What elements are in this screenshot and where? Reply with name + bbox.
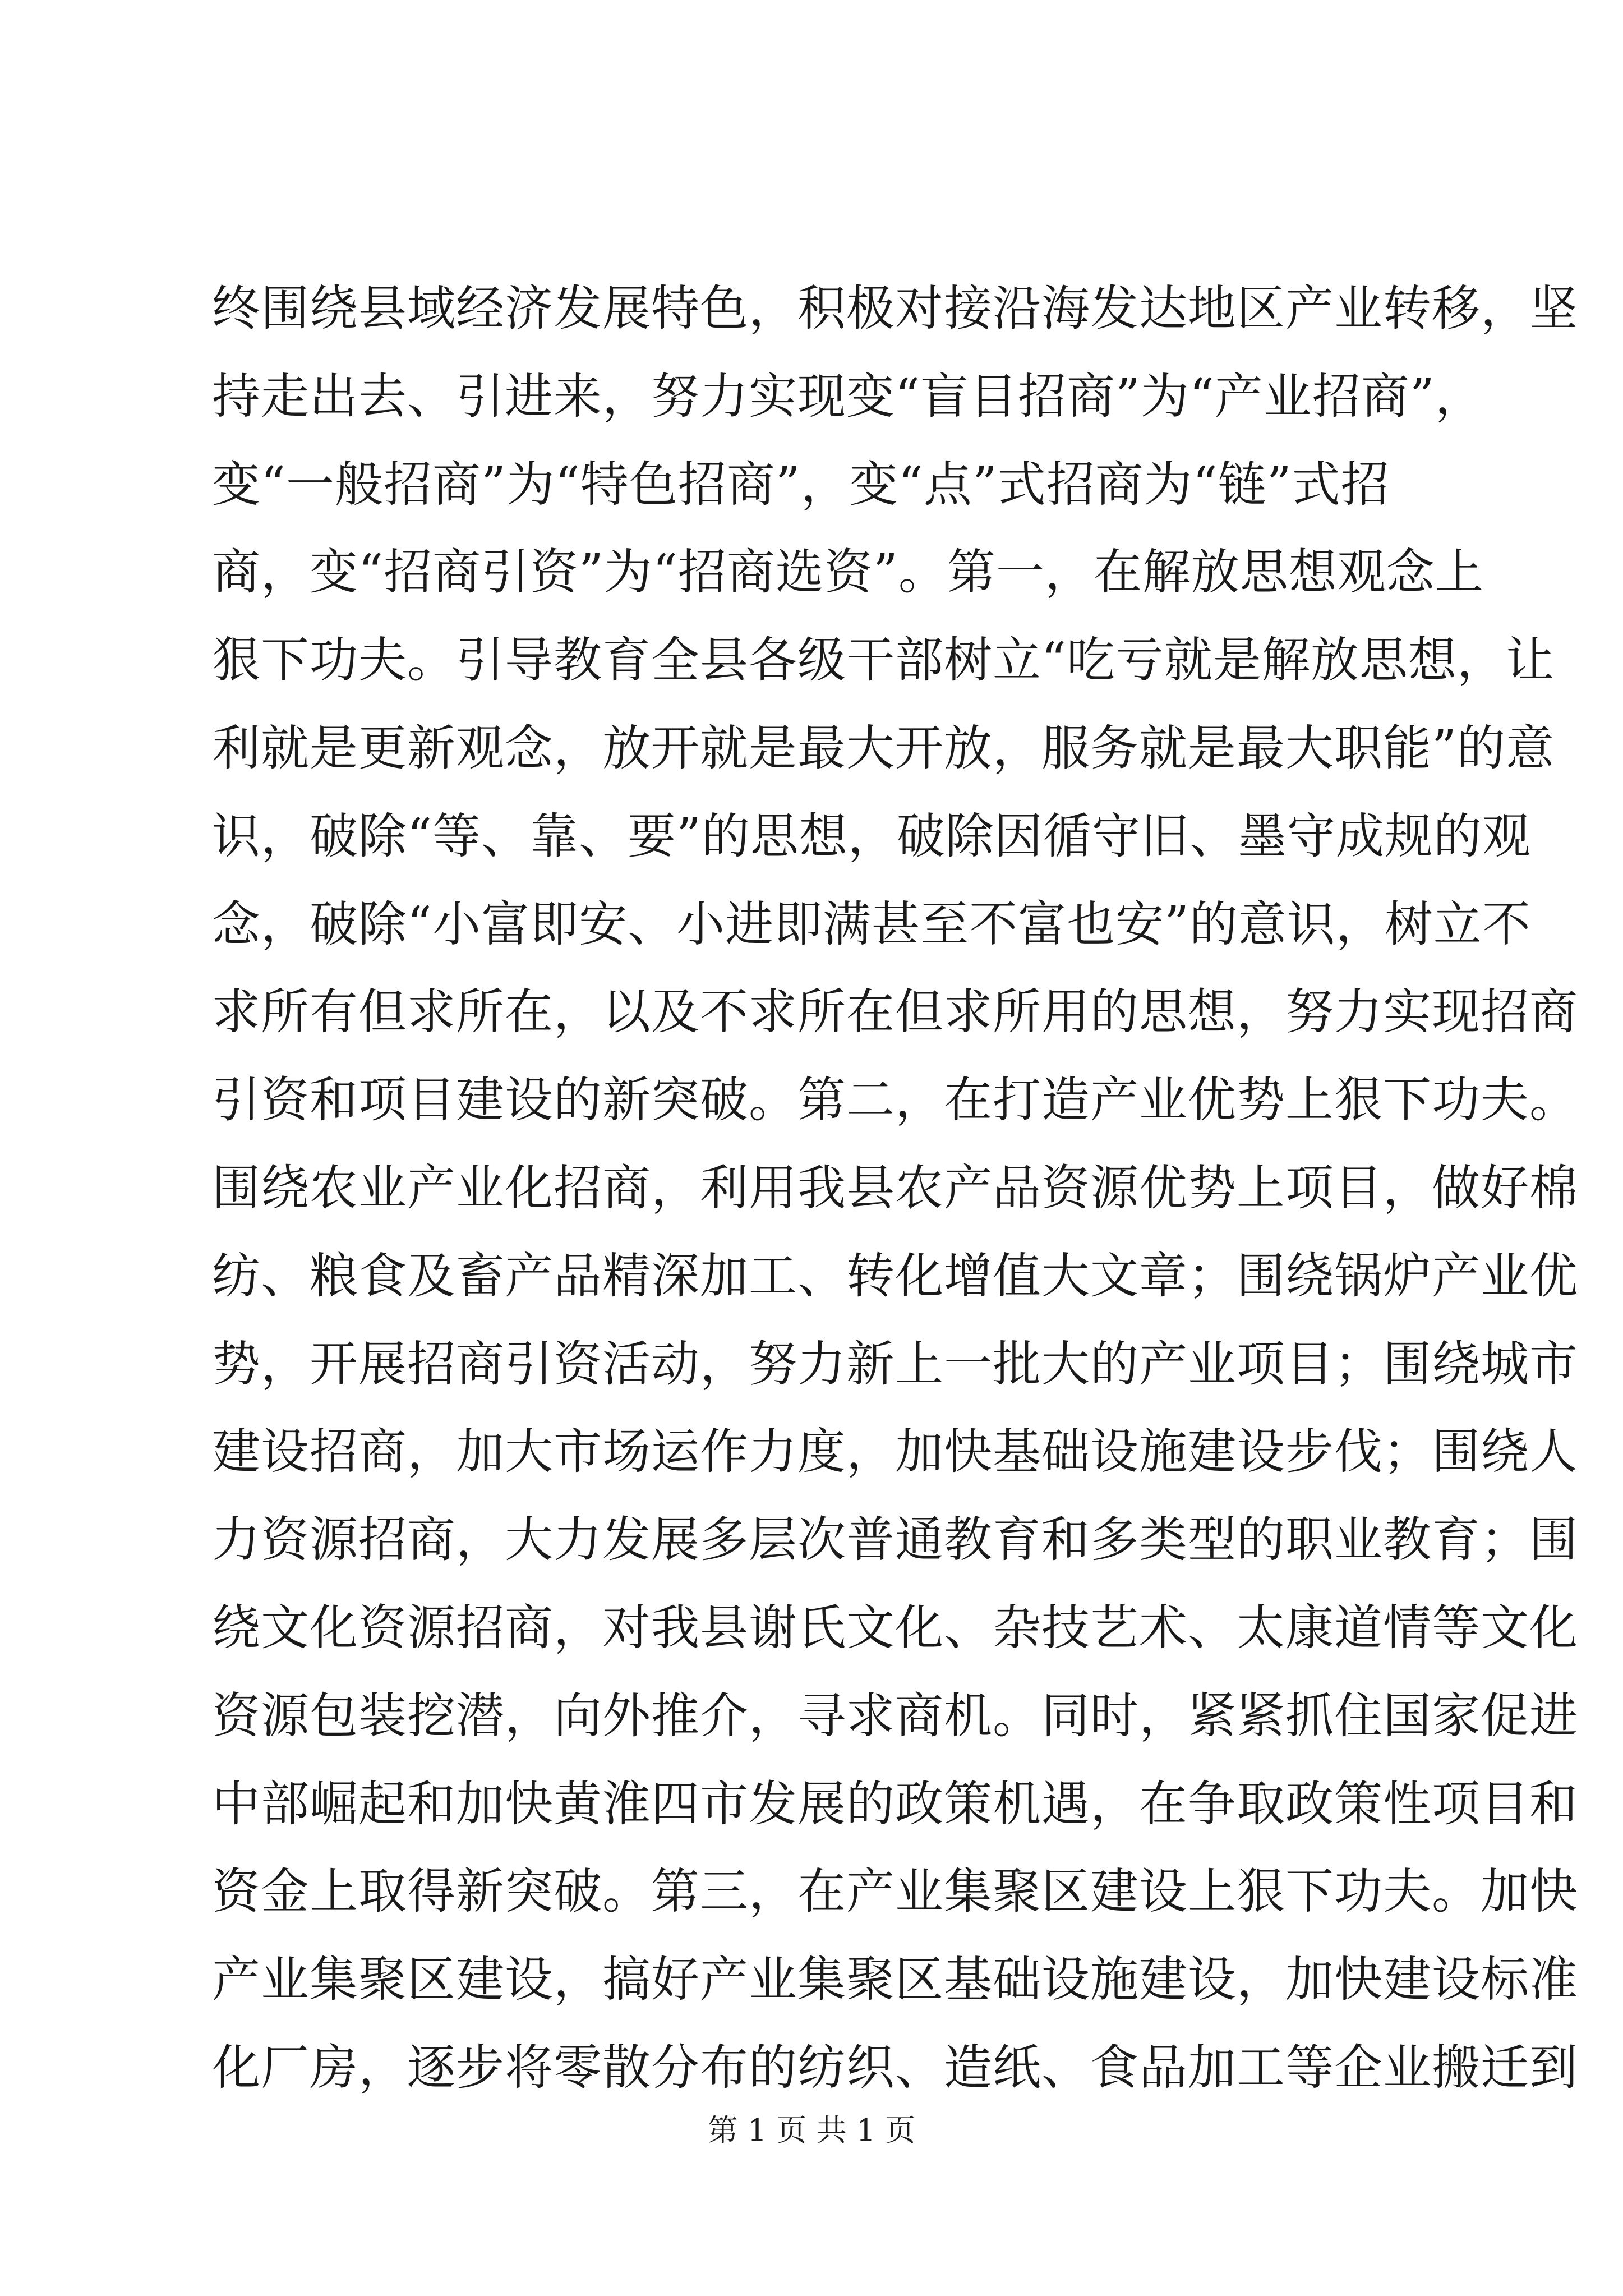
text-line: 利就是更新观念，放开就是最大开放，服务就是最大职能”的意	[212, 720, 1555, 776]
text-line: 纺、粮食及畜产品精深加工、转化增值大文章；围绕锅炉产业优	[212, 1248, 1578, 1304]
text-line: 中部崛起和加快黄淮四市发展的政策机遇，在争取政策性项目和	[212, 1775, 1578, 1832]
text-line: 持走出去、引进来，努力实现变“盲目招商”为“产业招商”，	[212, 368, 1484, 425]
text-line: 狠下功夫。引导教育全县各级干部树立“吃亏就是解放思想，让	[212, 632, 1555, 689]
text-line: 建设招商，加大市场运作力度，加快基础设施建设步伐；围绕人	[212, 1424, 1578, 1480]
text-line: 引资和项目建设的新突破。第二，在打造产业优势上狠下功夫。	[212, 1072, 1578, 1129]
text-line: 念，破除“小富即安、小进即满甚至不富也安”的意识，树立不	[212, 896, 1531, 953]
text-line: 化厂房，逐步将零散分布的纺织、造纸、食品加工等企业搬迁到	[212, 2039, 1578, 2096]
text-line: 变“一般招商”为“特色招商”，变“点”式招商为“链”式招	[212, 456, 1390, 513]
body-text	[212, 265, 1578, 2112]
text-line: 围绕农业产业化招商，利用我县农产品资源优势上项目，做好棉	[212, 1159, 1578, 1216]
text-line: 求所有但求所在，以及不求所在但求所用的思想，努力实现招商	[212, 984, 1578, 1041]
text-line: 力资源招商，大力发展多层次普通教育和多类型的职业教育；围	[212, 1512, 1578, 1568]
text-line: 势，开展招商引资活动，努力新上一批大的产业项目；围绕城市	[212, 1336, 1578, 1392]
text-line: 资金上取得新突破。第三，在产业集聚区建设上狠下功夫。加快	[212, 1864, 1578, 1920]
text-line: 终围绕县域经济发展特色，积极对接沿海发达地区产业转移，坚	[212, 280, 1578, 337]
text-line: 绕文化资源招商，对我县谢氏文化、杂技艺术、太康道情等文化	[212, 1599, 1578, 1656]
page-number-footer: 第 1 页 共 1 页	[707, 2113, 916, 2148]
text-line: 识，破除“等、靠、要”的思想，破除因循守旧、墨守成规的观	[212, 808, 1531, 864]
text-line: 资源包装挖潜，向外推介，寻求商机。同时，紧紧抓住国家促进	[212, 1687, 1578, 1744]
text-line: 产业集聚区建设，搞好产业集聚区基础设施建设，加快建设标准	[212, 1952, 1578, 2008]
text-line: 商，变“招商引资”为“招商选资”。第一，在解放思想观念上	[212, 544, 1484, 601]
